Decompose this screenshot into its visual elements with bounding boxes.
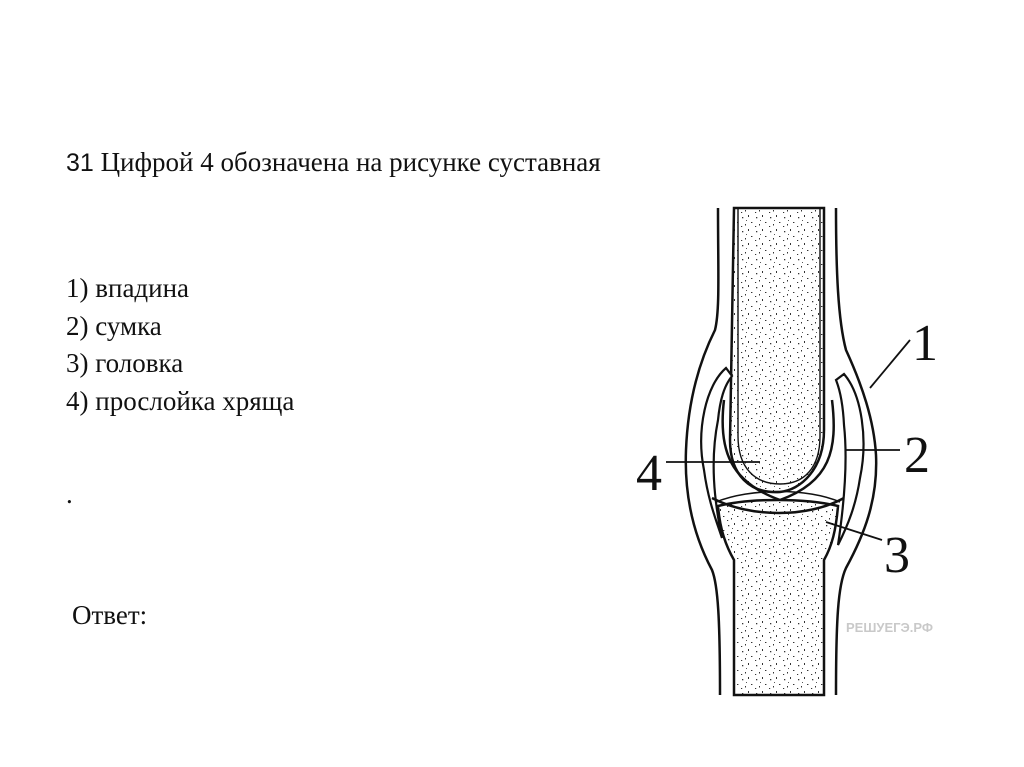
label-4: 4 bbox=[636, 445, 662, 502]
joint-diagram bbox=[600, 200, 1000, 700]
watermark: РЕШУЕГЭ.РФ bbox=[846, 620, 933, 635]
joint-diagram-svg bbox=[600, 200, 1000, 700]
option-2: 2) сумка bbox=[66, 310, 162, 341]
question-body: Цифрой 4 обозначена на рисунке суставная bbox=[100, 147, 601, 177]
option-1: 1) впадина bbox=[66, 273, 190, 303]
trailing-dot: . bbox=[66, 479, 73, 509]
option-3: 3) головка bbox=[66, 348, 184, 378]
lower-bone-socket bbox=[718, 500, 838, 695]
answer-label: Ответ: bbox=[72, 600, 148, 630]
right-capsule-pocket bbox=[836, 374, 863, 545]
question-text bbox=[66, 144, 601, 181]
option-4: 4) прослойка хряща bbox=[66, 385, 295, 416]
upper-bone-head bbox=[730, 208, 824, 492]
question-number: 31 bbox=[66, 149, 94, 177]
label-3: 3 bbox=[884, 527, 910, 584]
answer-options bbox=[66, 270, 294, 420]
label-2: 2 bbox=[904, 427, 930, 484]
label-1: 1 bbox=[912, 315, 938, 372]
